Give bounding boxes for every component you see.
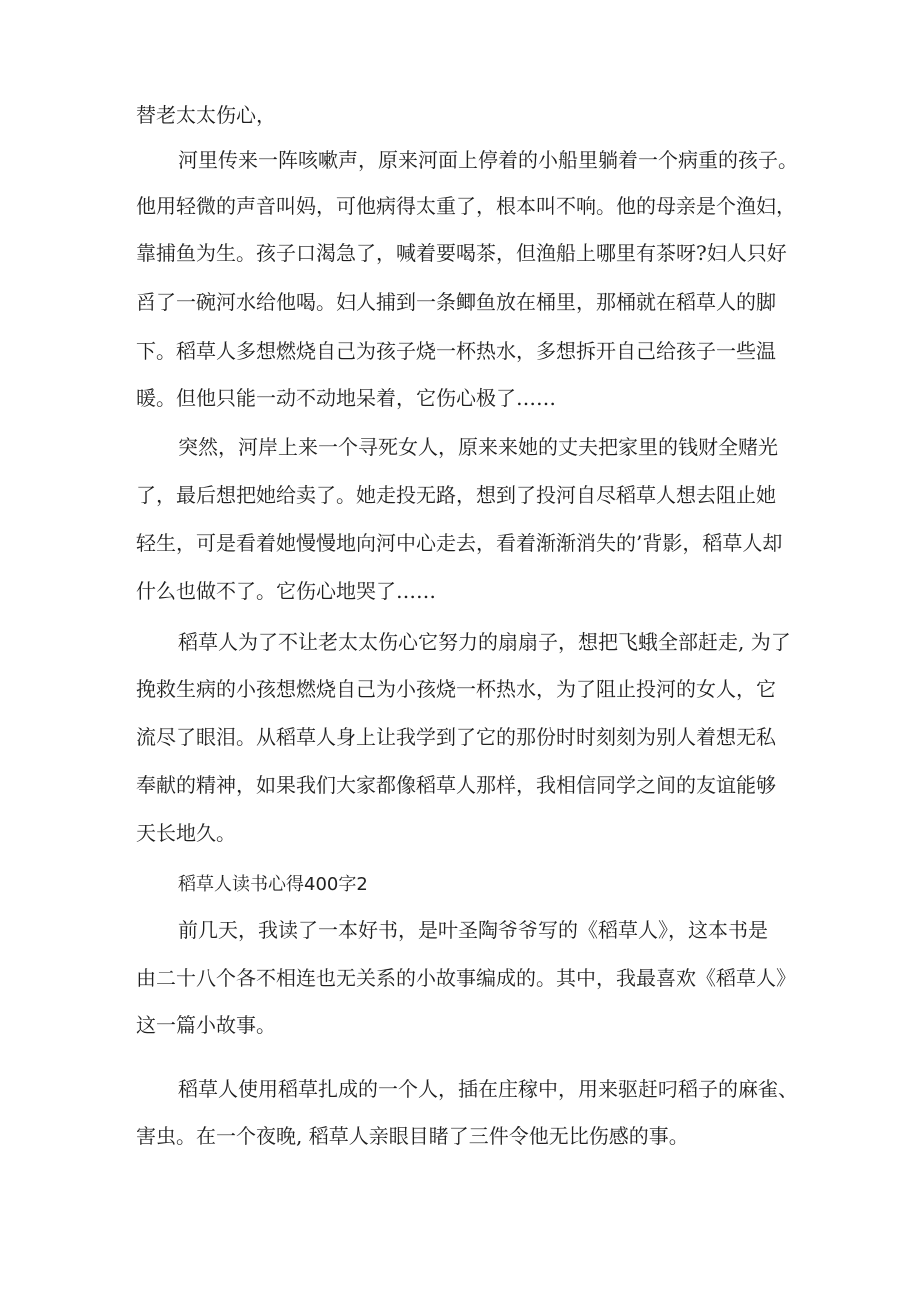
text-line: 暖。但他只能一动不动地呆着，它伤心极了…… <box>136 386 556 410</box>
text-line: 挽救生病的小孩想燃烧自己为小孩烧一杯热水，为了阻止投河的女人，它 <box>136 677 776 701</box>
paragraph-first-line: 稻草人为了不让老太太伤心它努力的扇扇子，想把飞蛾全部赶走, 为了 <box>178 630 791 654</box>
paragraph-first-line: 前几天，我读了一本好书，是叶圣陶爷爷写的《稻草人》，这本书是 <box>178 918 768 942</box>
text-line: 这一篇小故事。 <box>136 1013 276 1037</box>
text-line: 他用轻微的声音叫妈，可他病得太重了，根本叫不响。他的母亲是个渔妇， <box>136 194 796 218</box>
text-line: 舀了一碗河水给他喝。妇人捕到一条鲫鱼放在桶里，那桶就在稻草人的脚 <box>136 290 776 314</box>
text-line: 下。稻草人多想燃烧自己为孩子烧一杯热水，多想拆开自己给孩子一些温 <box>136 339 776 363</box>
paragraph-first-line: 河里传来一阵咳嗽声，原来河面上停着的小船里躺着一个病重的孩子。 <box>178 148 798 172</box>
text-line: 天长地久。 <box>136 821 236 845</box>
paragraph-first-line: 稻草人使用稻草扎成的一个人，插在庄稼中，用来驱赶叼稻子的麻雀、 <box>178 1077 798 1101</box>
section-heading: 稻草人读书心得400字2 <box>178 874 368 895</box>
text-line: 了，最后想把她给卖了。她走投无路，想到了投河自尽稻草人想去阻止她 <box>136 483 776 507</box>
text-line: 由二十八个各不相连也无关系的小故事编成的。其中，我最喜欢《稻草人》 <box>136 966 796 990</box>
text-line: 流尽了眼泪。从稻草人身上让我学到了它的那份时时刻刻为别人着想无私 <box>136 725 776 749</box>
text-line: 替老太太伤心， <box>136 103 276 127</box>
paragraph-first-line: 突然，河岸上来一个寻死女人，原来来她的丈夫把家里的钱财全赌光 <box>178 435 778 459</box>
text-line: 奉献的精神，如果我们大家都像稻草人那样，我相信同学之间的友谊能够 <box>136 773 776 797</box>
text-line: 害虫。在一个夜晚, 稻草人亲眼目睹了三件令他无比伤感的事。 <box>136 1124 689 1148</box>
text-line: 什么也做不了。它伤心地哭了…… <box>136 579 436 603</box>
text-line: 轻生，可是看着她慢慢地向河中心走去，看着渐渐消失的’背影，稻草人却 <box>136 531 783 555</box>
text-line: 靠捕鱼为生。孩子口渴急了，喊着要喝茶，但渔船上哪里有茶呀?妇人只好 <box>136 241 787 265</box>
